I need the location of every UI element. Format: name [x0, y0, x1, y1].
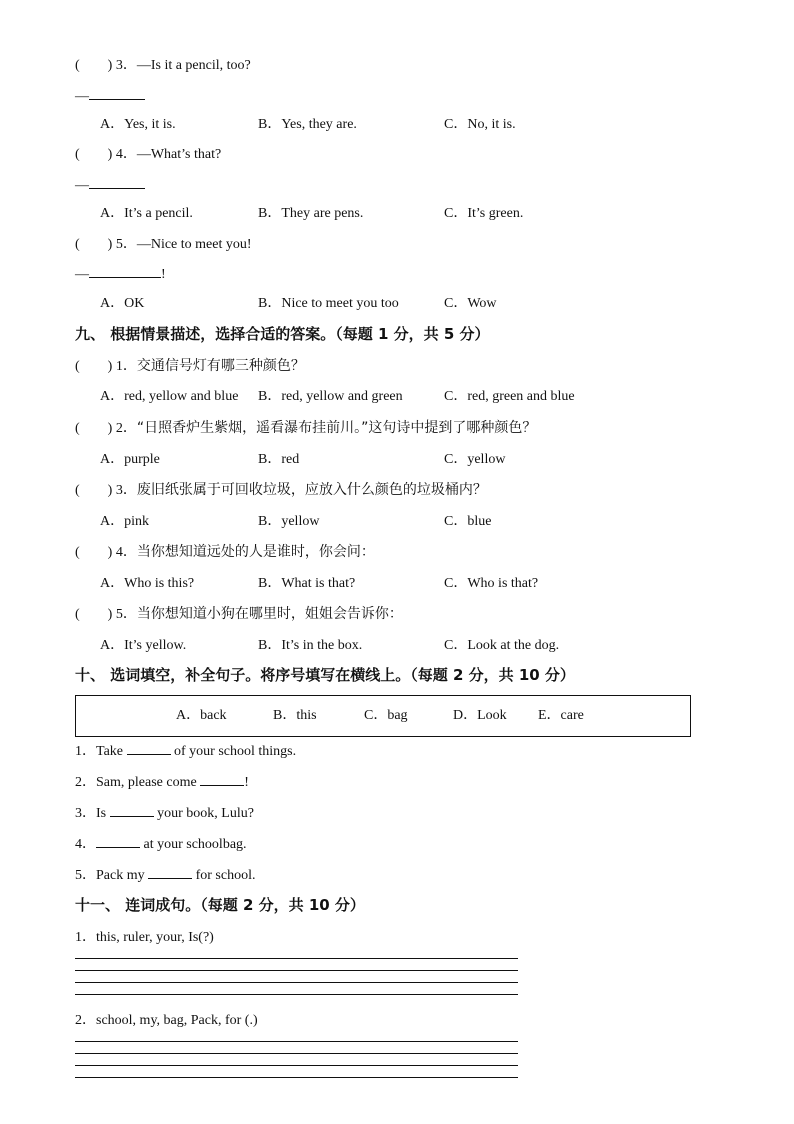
option-c[interactable]: C．Who is that?	[444, 576, 539, 591]
answer-bracket: ( ) 2．	[75, 421, 137, 436]
option-b[interactable]: B．red, yellow and green	[258, 389, 403, 404]
writing-line[interactable]	[75, 982, 518, 983]
sentence-number: 3．	[75, 806, 96, 821]
sentence-text: Take	[96, 744, 127, 759]
question-stem: —Is it a pencil, too?	[136, 58, 251, 73]
fill-sentence-3	[75, 804, 254, 823]
answer-bracket: ( ) 3．	[75, 483, 137, 498]
sentence-text: at your schoolbag.	[140, 837, 247, 852]
option-c[interactable]: C．Wow	[444, 296, 497, 311]
fill-blank[interactable]	[200, 773, 244, 786]
sentence-text: Pack my	[96, 868, 149, 883]
question-stem: 当你想知道小狗在哪里时，姐姐会告诉你：	[136, 606, 403, 622]
option-b[interactable]: B．What is that?	[258, 576, 356, 591]
word-bank-box	[75, 695, 691, 737]
option-a[interactable]: A．It’s a pencil.	[100, 206, 193, 221]
answer-line-s8-q5[interactable]	[75, 265, 166, 284]
section-title-9: 九、 根据情景描述，选择合适的答案。（每题 1 分，共 5 分）	[75, 325, 490, 343]
word-option-d: D．Look	[453, 708, 507, 723]
question-stem: —Nice to meet you!	[136, 237, 252, 252]
writing-line[interactable]	[75, 1077, 518, 1078]
option-c[interactable]: C．red, green and blue	[444, 389, 575, 404]
answer-line-s8-q4[interactable]	[75, 176, 145, 195]
answer-blank[interactable]	[89, 265, 161, 278]
word-option-e: E．care	[538, 708, 584, 723]
option-a[interactable]: A．It’s yellow.	[100, 638, 187, 653]
word-list: this, ruler, your, Is(?)	[96, 930, 214, 945]
dash: —	[75, 89, 89, 104]
sentence-number: 4．	[75, 837, 96, 852]
option-b[interactable]: B．Yes, they are.	[258, 117, 357, 132]
reorder-item-1	[75, 929, 214, 947]
option-c[interactable]: C．No, it is.	[444, 117, 516, 132]
answer-bracket: ( ) 4．	[75, 545, 137, 560]
answer-blank[interactable]	[89, 176, 145, 189]
answer-bracket: ( ) 4．	[75, 147, 137, 162]
answer-bracket: ( ) 1．	[75, 359, 137, 374]
word-list: school, my, bag, Pack, for (.)	[96, 1013, 258, 1028]
writing-line[interactable]	[75, 1053, 518, 1054]
question-s8-q3	[75, 57, 251, 75]
fill-sentence-4	[75, 835, 247, 854]
option-a[interactable]: A．red, yellow and blue	[100, 389, 239, 404]
option-a[interactable]: A．Yes, it is.	[100, 117, 176, 132]
fill-blank[interactable]	[96, 835, 140, 848]
option-b[interactable]: B．Nice to meet you too	[258, 296, 399, 311]
answer-bracket: ( ) 5．	[75, 237, 137, 252]
dash: —	[75, 178, 89, 193]
sentence-text: of your school things.	[170, 744, 297, 759]
option-c[interactable]: C．Look at the dog.	[444, 638, 560, 653]
answer-bracket: ( ) 5．	[75, 607, 137, 622]
answer-blank[interactable]	[89, 87, 145, 100]
section-title-10: 十、 选词填空，补全句子。将序号填写在横线上。（每题 2 分，共 10 分）	[75, 666, 575, 684]
question-stem: “日照香炉生紫烟，遥看瀑布挂前川。”这句诗中提到了哪种颜色？	[136, 420, 537, 436]
option-b[interactable]: B．yellow	[258, 514, 320, 529]
fill-blank[interactable]	[110, 804, 154, 817]
writing-line[interactable]	[75, 970, 518, 971]
option-a[interactable]: A．Who is this?	[100, 576, 195, 591]
option-b[interactable]: B．red	[258, 452, 300, 467]
question-s9-q5	[75, 605, 403, 624]
item-number: 1．	[75, 930, 96, 945]
question-s8-q5	[75, 236, 252, 254]
fill-sentence-2	[75, 773, 249, 792]
option-b[interactable]: B．They are pens.	[258, 206, 364, 221]
writing-line[interactable]	[75, 1041, 518, 1042]
option-c[interactable]: C．blue	[444, 514, 492, 529]
writing-line[interactable]	[75, 1065, 518, 1066]
question-s9-q2	[75, 419, 536, 438]
question-stem: 交通信号灯有哪三种颜色？	[136, 358, 305, 374]
option-c[interactable]: C．It’s green.	[444, 206, 524, 221]
sentence-text: your book, Lulu?	[153, 806, 254, 821]
fill-blank[interactable]	[127, 742, 171, 755]
option-b[interactable]: B．It’s in the box.	[258, 638, 363, 653]
sentence-text: Sam, please come	[96, 775, 201, 790]
sentence-text: Is	[96, 806, 110, 821]
option-a[interactable]: A．OK	[100, 296, 145, 311]
writing-line[interactable]	[75, 958, 518, 959]
answer-line-s8-q3[interactable]	[75, 87, 145, 106]
answer-bracket: ( ) 3．	[75, 58, 137, 73]
fill-blank[interactable]	[148, 866, 192, 879]
fill-sentence-1	[75, 742, 296, 761]
question-s9-q3	[75, 481, 487, 500]
question-s9-q4	[75, 543, 375, 562]
word-option-a: A．back	[176, 708, 227, 723]
exclamation: !	[161, 267, 166, 282]
option-a[interactable]: A．pink	[100, 514, 149, 529]
question-stem: 废旧纸张属于可回收垃圾，应放入什么颜色的垃圾桶内？	[136, 482, 487, 498]
question-s9-q1	[75, 357, 305, 376]
question-stem: —What’s that?	[136, 147, 222, 162]
question-s8-q4	[75, 146, 221, 164]
word-option-b: B．this	[273, 708, 317, 723]
sentence-number: 5．	[75, 868, 96, 883]
word-option-c: C．bag	[364, 708, 408, 723]
option-c[interactable]: C．yellow	[444, 452, 506, 467]
sentence-text: !	[244, 775, 249, 790]
question-stem: 当你想知道远处的人是谁时，你会问：	[136, 544, 375, 560]
section-title-11: 十一、 连词成句。（每题 2 分，共 10 分）	[75, 896, 365, 914]
item-number: 2．	[75, 1013, 96, 1028]
writing-line[interactable]	[75, 994, 518, 995]
reorder-item-2	[75, 1012, 258, 1030]
option-a[interactable]: A．purple	[100, 452, 160, 467]
sentence-text: for school.	[192, 868, 256, 883]
dash: —	[75, 267, 89, 282]
sentence-number: 1．	[75, 744, 96, 759]
sentence-number: 2．	[75, 775, 96, 790]
fill-sentence-5	[75, 866, 256, 885]
